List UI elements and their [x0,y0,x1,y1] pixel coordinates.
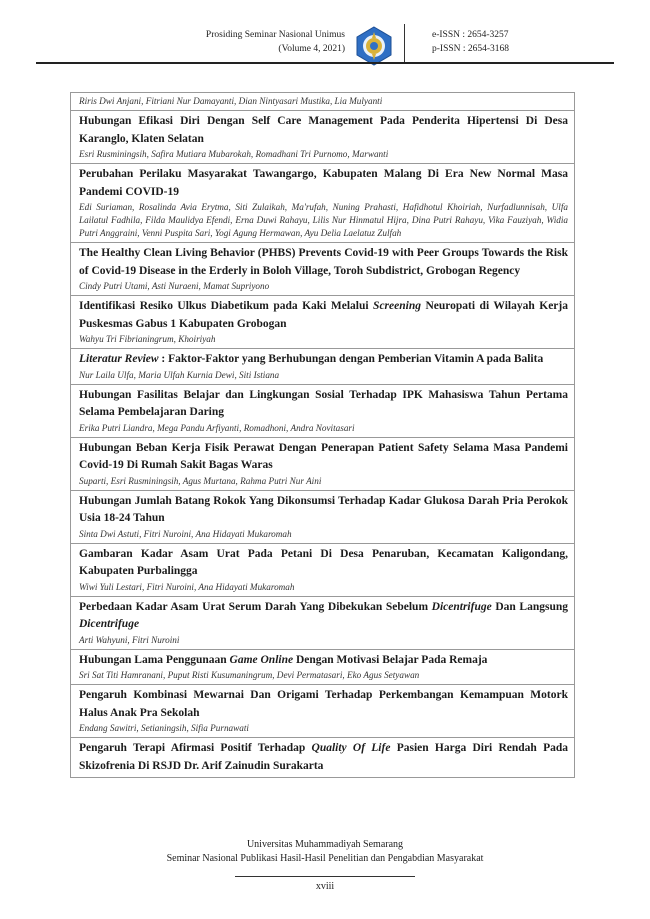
article-title [79,546,568,581]
article-authors: Wahyu Tri Fibrianingrum, Khoiriyah [79,334,216,344]
title-segment: Neuropati di Wilayah Kerja Puskesmas Gabus 1 Kabupaten Grobogan [79,300,568,330]
issn-block [432,28,509,56]
article-authors: Edi Suriaman, Rosalinda Avia Erytma, Siti Zulaikah, Ma'rufah, Nuning Prahasti, Hafidhotul Khoiriah, Nurfadlunnisah, Ulfa Lailatul Fadhila, Filda Maulidya Efendi, Erna Duwi Rahayu, Lilis Nur Hinmatul Hijra, Dina Putri Rahayu, Vika Fauziyah, Widia Putri Anggraini, Venni Puspita Sari, Yogi Agung Hermawan, Ayu Delia Laelatuz Zulfah [79,202,568,238]
title-italic-term: Game Online [229,653,294,666]
footer-seminar: Seminar Nasional Publikasi Hasil-Hasil Penelitian dan Pengabdian Masyarakat [166,853,484,864]
title-italic-term: Literatur Review [79,353,159,365]
page-footer [0,838,650,866]
article-title [79,493,568,528]
header-rule [36,62,614,64]
article-authors: Suparti, Esri Rusminingsih, Agus Murtana, Rahma Putri Nur Aini [79,475,322,486]
title-segment: Perubahan Perilaku Masyarakat Tawangargo, Kabupaten Malang Di Era New Normal Masa Pandemi COVID-19 [79,168,568,198]
toc-entry [70,164,575,243]
toc-entry [70,544,575,597]
title-segment: Pengaruh Kombinasi Mewarnai Dan Origami Terhadap Perkembangan Kemampuan Motork Halus Anak Pra Sekolah [79,689,568,719]
article-authors: Arti Wahyuni, Fitri Nuroini [79,634,180,645]
title-italic-term: Quality Of Life [311,742,391,754]
article-authors: Esri Rusminingsih, Safira Mutiara Mubarokah, Romadhani Tri Purnomo, Marwanti [79,149,389,159]
header-divider [404,24,405,64]
title-italic-term: Dicentrifuge [431,600,492,613]
title-segment: Hubungan Efikasi Diri Dengan Self Care Management Pada Penderita Hipertensi Di Desa Karanglo, Klaten Selatan [79,115,568,145]
article-title [79,351,568,369]
p-issn: p-ISSN : 2654-3168 [432,44,510,54]
title-segment: Gambaran Kadar Asam Urat Pada Petani Di Desa Penaruban, Kecamatan Kaligondang, Kabupaten Purbalingga [79,547,568,577]
page-header [0,26,650,66]
toc-entry [70,597,575,650]
title-segment: Hubungan Fasilitas Belajar dan Lingkungan Sosial Terhadap IPK Mahasiswa Tahun Pertama Selama Pembelajaran Daring [79,388,568,418]
toc-entry [70,685,575,738]
table-of-contents [70,92,575,778]
toc-entry [70,385,575,438]
page-number: xviii [315,881,335,892]
toc-entry [70,296,575,349]
article-authors: Sri Sat Titi Hamranani, Puput Risti Kusumaningrum, Devi Permatasari, Eko Agus Setyawan [79,670,420,680]
article-authors: Sinta Dwi Astuti, Fitri Nuroini, Ana Hidayati Mukaromah [79,528,292,539]
title-segment: Pasien Harga Diri Rendah Pada Skizofrenia Di RSJD Dr. Arif Zainudin Surakarta [79,742,569,772]
proceedings-name: Prosiding Seminar Nasional Unimus [205,30,345,40]
toc-entry [70,349,575,385]
article-authors: Erika Putri Liandra, Mega Pandu Arfiyanti, Romadhoni, Andra Novitasari [79,422,355,433]
title-segment: Hubungan Beban Kerja Fisik Perawat Dengan Penerapan Patient Safety Selama Masa Pandemi Covid-19 Di Rumah Sakit Bagas Waras [79,441,568,471]
article-title [79,740,568,775]
proceedings-title [206,28,345,56]
article-title [79,599,568,634]
article-title [79,687,568,722]
article-authors: Nur Laila Ulfa, Maria Ulfah Kurnia Dewi, Siti Istiana [79,369,280,380]
article-authors: Endang Sawitri, Setianingsih, Sifia Purnawati [79,723,249,733]
article-title [79,245,568,280]
article-authors: Wiwi Yuli Lestari, Fitri Nuroini, Ana Hidayati Mukaromah [79,581,295,592]
title-segment: Dengan Motivasi Belajar Pada Remaja [293,653,488,666]
toc-entry [70,93,575,111]
article-title [79,298,568,333]
e-issn: e-ISSN : 2654-3257 [432,30,509,40]
footer-rule [235,876,415,877]
title-segment: Dan Langsung [491,600,568,613]
toc-entry [70,491,575,544]
toc-entry [70,738,575,778]
toc-entry [70,243,575,296]
toc-entry [70,111,575,164]
toc-entry [70,650,575,686]
title-segment: Hubungan Lama Penggunaan [79,653,230,666]
title-segment: Identifikasi Resiko Ulkus Diabetikum pada Kaki Melalui [79,300,374,312]
article-title [79,652,568,670]
title-segment: Pengaruh Terapi Afirmasi Positif Terhadap [79,742,312,754]
article-authors: Riris Dwi Anjani, Fitriani Nur Damayanti, Dian Nintyasari Mustika, Lia Mulyanti [79,96,383,106]
university-logo-icon [354,26,394,66]
proceedings-volume: (Volume 4, 2021) [278,44,345,54]
article-title [79,113,568,148]
footer-university: Universitas Muhammadiyah Semarang [246,839,404,850]
article-title [79,387,568,422]
title-segment: Hubungan Jumlah Batang Rokok Yang Dikonsumsi Terhadap Kadar Glukosa Darah Pria Perokok Usia 18-24 Tahun [79,494,568,524]
title-segment: : Faktor-Faktor yang Berhubungan dengan Pemberian Vitamin A pada Balita [158,353,544,365]
article-title [79,166,568,201]
toc-entry [70,438,575,491]
title-segment: Perbedaan Kadar Asam Urat Serum Darah Yang Dibekukan Sebelum [79,600,432,613]
title-italic-term: Screening [373,300,421,312]
title-italic-term: Dicentrifuge [79,618,140,630]
title-segment: The Healthy Clean Living Behavior (PHBS) Prevents Covid-19 with Peer Groups Towards the Risk of Covid-19 Disease in the Erderly in Boloh Village, Toroh Subdistrict, Grobogan Regency [79,247,568,277]
article-title [79,440,568,475]
article-authors: Cindy Putri Utami, Asti Nuraeni, Mamat Supriyono [79,281,270,291]
